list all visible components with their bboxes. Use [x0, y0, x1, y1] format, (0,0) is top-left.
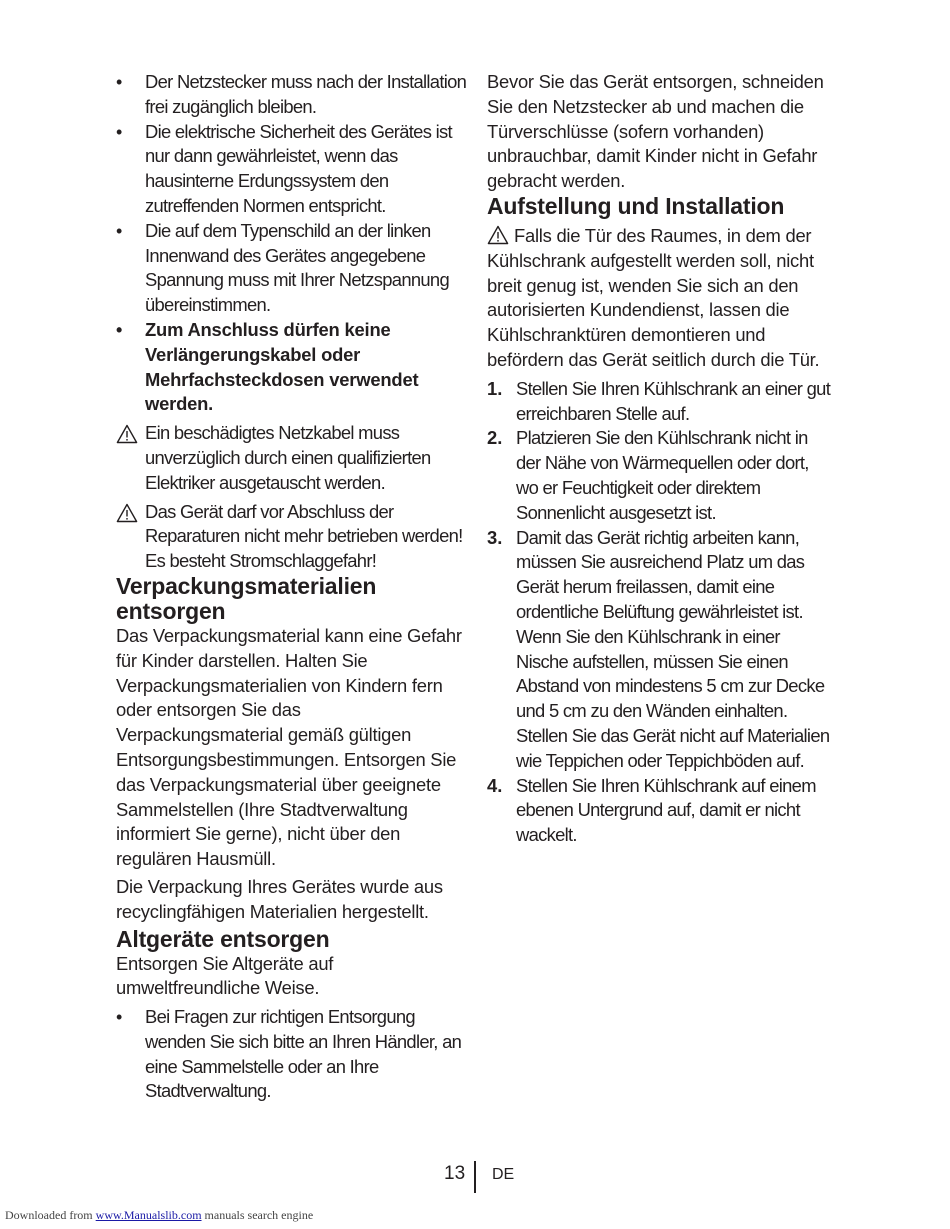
manualslib-link[interactable]: www.Manualslib.com [95, 1208, 202, 1222]
warning-triangle-icon [487, 225, 509, 245]
warning-text: Falls die Tür des Raumes, in dem der Kühlschrank aufgestellt werden soll, nicht breit genug ist, wenden Sie sich an den autorisierten Kundendienst, lassen die Kühlschranktüren demontieren und befördern das Gerät seitlich durch die Tür. [487, 224, 820, 370]
step-text: Platzieren Sie den Kühlschrank nicht in der Nähe von Wärmequellen oder dort, wo er Feuchtigkeit oder direktem Sonnenlicht ausgesetzt ist. [516, 427, 809, 523]
section-heading-installation: Aufstellung und Installation [487, 192, 785, 219]
section-heading-disposal: Altgeräte entsorgen [116, 925, 330, 952]
paragraph: Entsorgen Sie Altgeräte auf umweltfreundliche Weise. [116, 952, 334, 999]
warning-note [487, 224, 832, 373]
left-column [116, 70, 468, 1104]
paragraph: Bevor Sie das Gerät entsorgen, schneiden Sie den Netzstecker ab und machen die Türverschlüsse (sofern vorhanden) unbrauchbar, damit Kinder nicht in Gefahr gebracht werden. [487, 71, 824, 192]
download-footer [5, 1208, 313, 1223]
list-item [487, 377, 832, 427]
step-text: Stellen Sie Ihren Kühlschrank auf einem ebenen Untergrund auf, damit er nicht wackelt. [516, 774, 816, 846]
step-number: 4. [487, 774, 503, 796]
paragraph: Die Verpackung Ihres Gerätes wurde aus recyclingfähigen Materialien hergestellt. [116, 875, 443, 922]
paragraph: Das Verpackungsmaterial kann eine Gefahr für Kinder darstellen. Halten Sie Verpackungsmaterialien von Kindern fern oder entsorgen Sie das Verpackungsmaterial gemäß gültigen Entsorgungsbestimmungen. Entsorgen Sie das Verpackungsmaterial über geeignete Sammelstellen (Ihre Stadtverwaltung informiert Sie gerne), nicht über den regulären Hausmüll. [116, 624, 462, 870]
bullet-item: • Bei Fragen zur richtigen Entsorgung wenden Sie sich bitte an Ihren Händler, an eine Sammelstelle oder an Ihre Stadtverwaltung. [116, 1005, 468, 1104]
safety-bullet-list [116, 70, 468, 417]
download-suffix: manuals search engine [204, 1208, 314, 1222]
step-text: Stellen Sie Ihren Kühlschrank an einer gut erreichbaren Stelle auf. [516, 377, 831, 424]
step-number: 2. [487, 427, 503, 449]
section-heading-packaging: Verpackungsmaterialien entsorgen [116, 572, 377, 624]
list-item [487, 426, 832, 525]
download-prefix: Downloaded from [5, 1208, 93, 1222]
step-number: 3. [487, 526, 503, 548]
bullet-item: • Der Netzstecker muss nach der Installation frei zugänglich bleiben. [116, 70, 468, 120]
step-number: 1. [487, 377, 503, 399]
bullet-item: • Die auf dem Typenschild an der linken Innenwand des Gerätes angegebene Spannung muss mit Ihrer Netzspannung übereinstimmen. [116, 219, 468, 318]
step-text: Damit das Gerät richtig arbeiten kann, müssen Sie ausreichend Platz um das Gerät herum freilassen, damit eine ordentliche Belüftung gewährleistet ist. Wenn Sie den Kühlschrank in einer Nische aufstellen, müssen Sie einen Abstand von mindestens 5 cm zur Decke und 5 cm zu den Wänden einhalten. Stellen Sie das Gerät nicht auf Materialien wie Teppichen oder Teppichböden auf. [516, 526, 830, 771]
warning-triangle-icon [116, 503, 138, 523]
bullet-item-bold: • Zum Anschluss dürfen keine Verlängerungskabel oder Mehrfachsteckdosen verwendet werden. [116, 318, 468, 417]
warning-triangle-icon [116, 424, 138, 444]
list-item [487, 774, 832, 848]
language-code: DE [492, 1166, 515, 1183]
warning-text: Das Gerät darf vor Abschluss der Reparaturen nicht mehr betrieben werden! Es besteht Stromschlaggefahr! [145, 500, 463, 572]
disposal-bullet-list [116, 1005, 468, 1104]
list-item [487, 526, 832, 774]
installation-steps [487, 377, 832, 848]
warning-note [116, 500, 468, 574]
warning-text: Ein beschädigtes Netzkabel muss unverzüglich durch einen qualifizierten Elektriker ausgetauscht werden. [145, 422, 431, 493]
footer-divider [474, 1161, 476, 1193]
warning-note [116, 421, 468, 495]
bullet-item: • Die elektrische Sicherheit des Gerätes ist nur dann gewährleistet, wenn das hausinterne Erdungssystem den zutreffenden Normen entspricht. [116, 120, 468, 219]
right-column [487, 70, 832, 848]
page-number: 13 [444, 1163, 466, 1184]
